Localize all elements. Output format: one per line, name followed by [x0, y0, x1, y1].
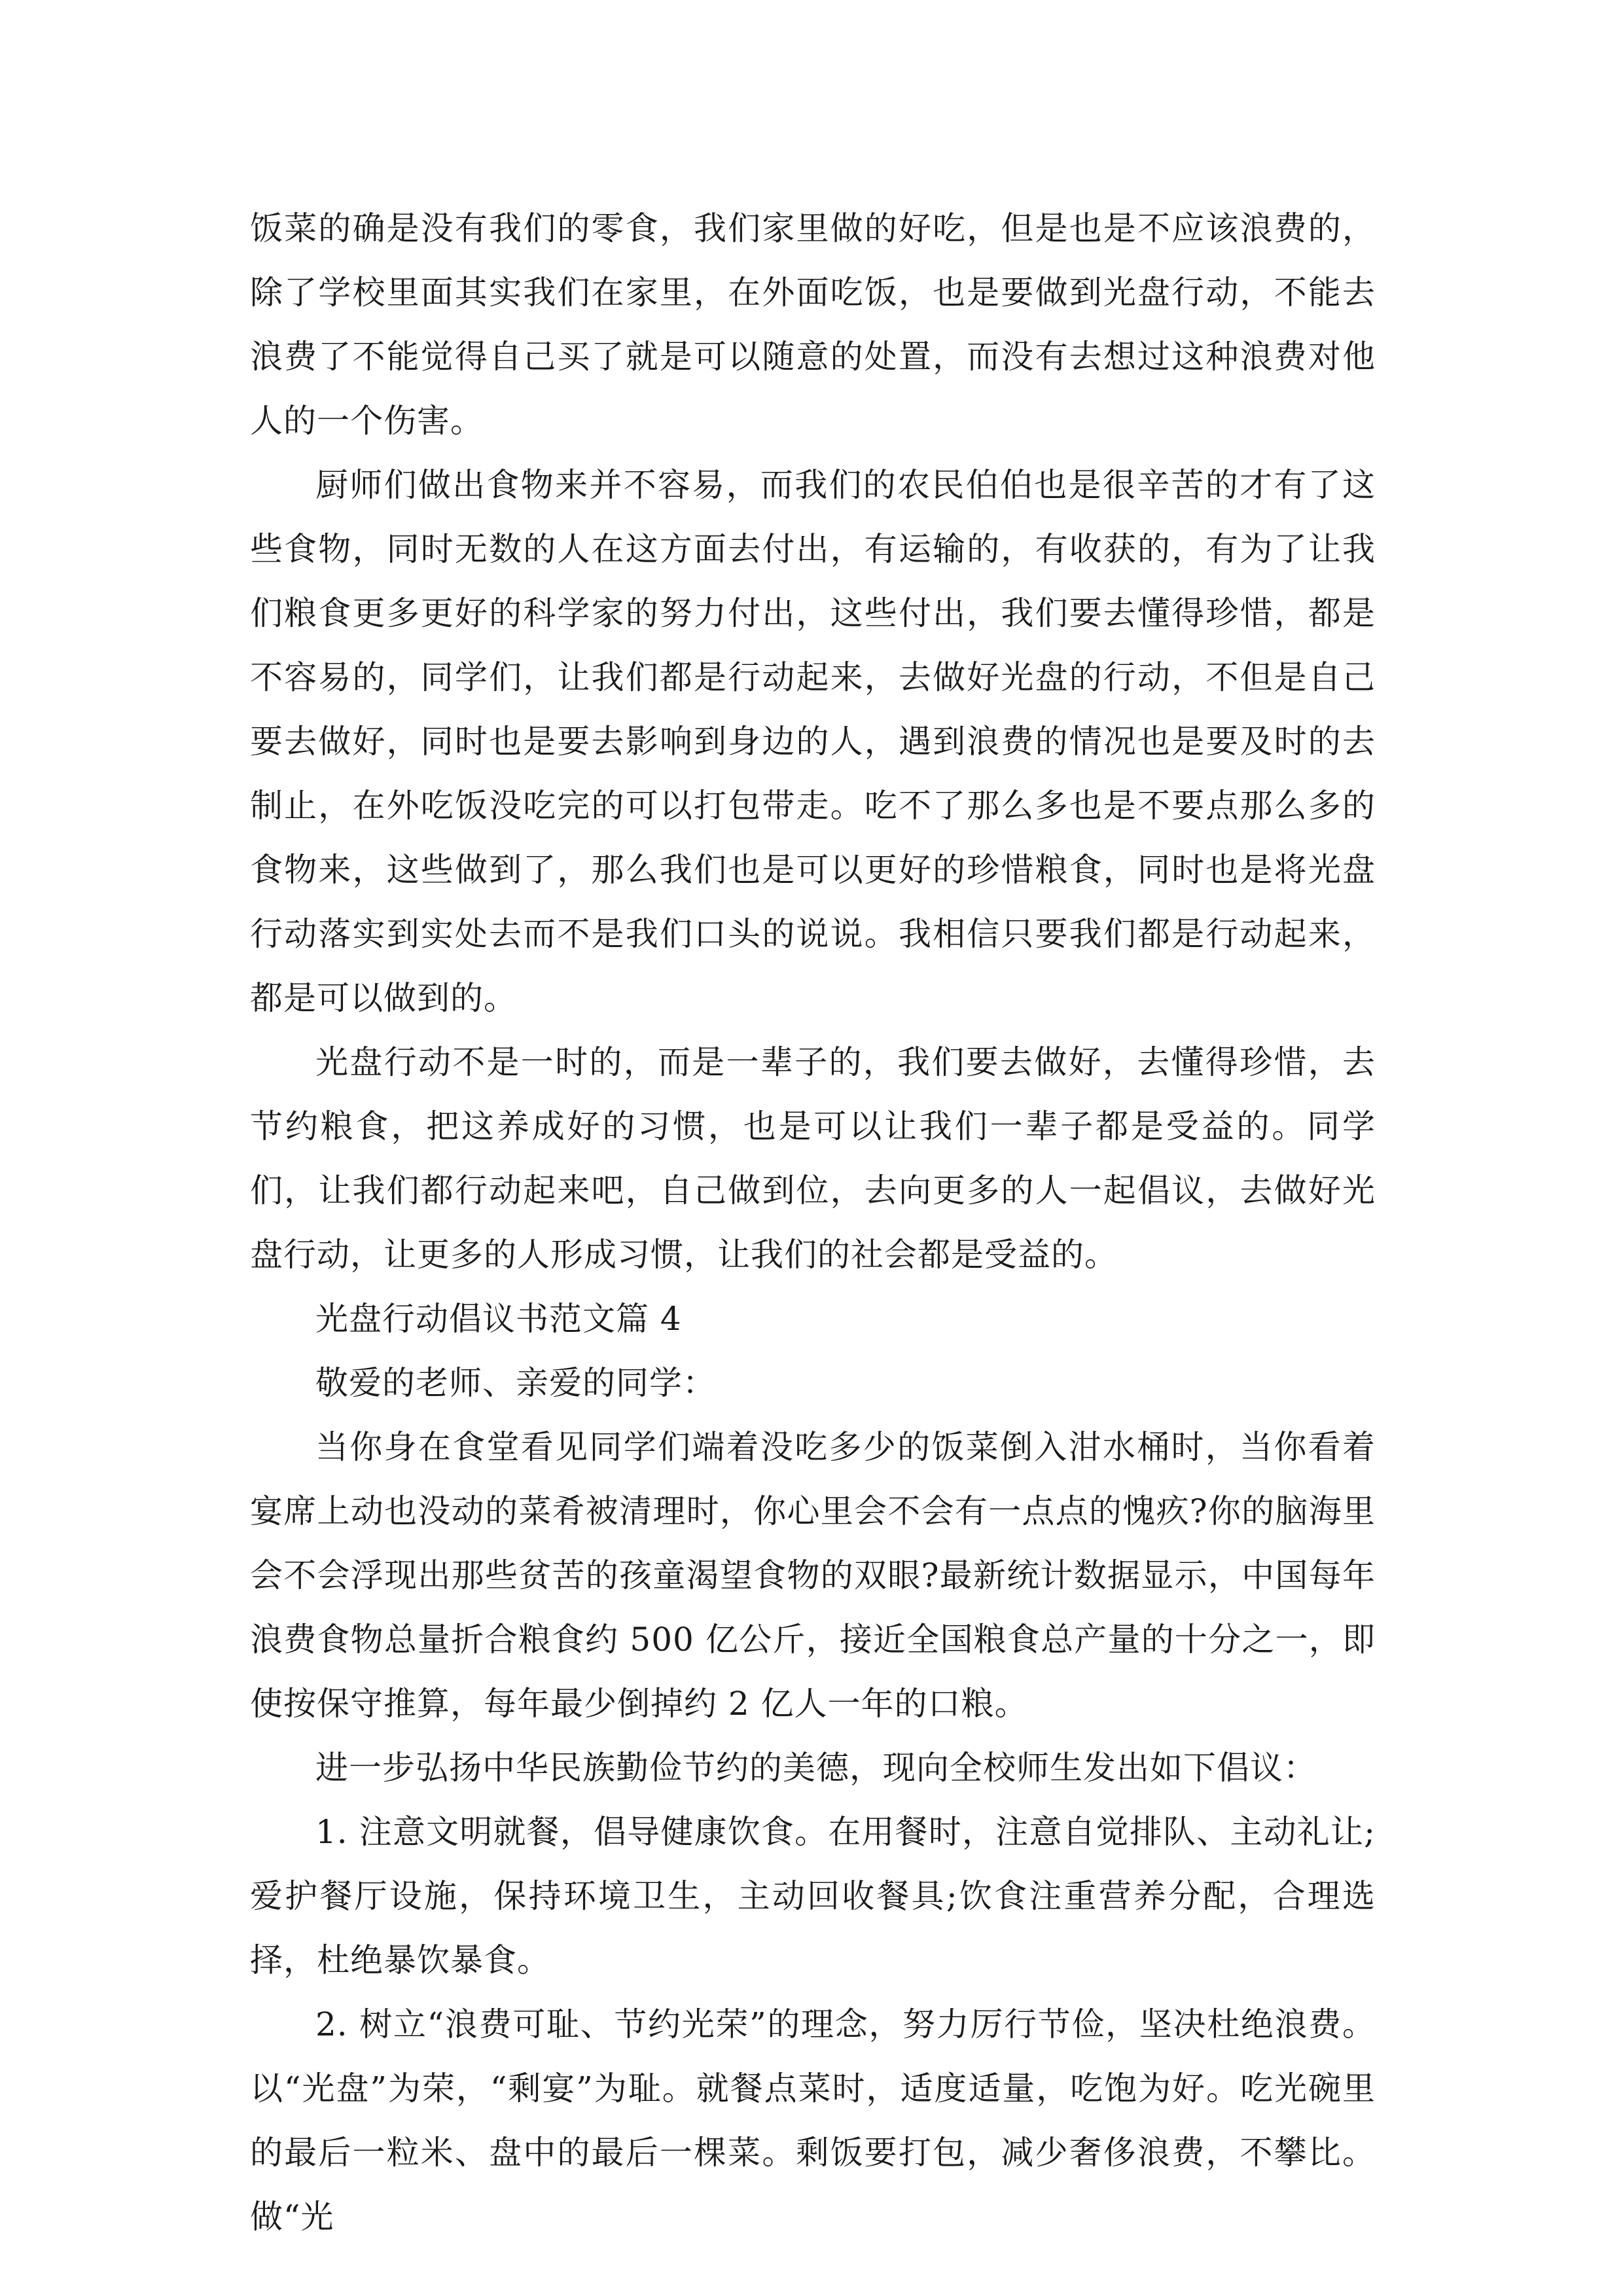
proposal-item-1: 1. 注意文明就餐，倡导健康饮食。在用餐时，注意自觉排队、主动礼让;爱护餐厅设施，保持环境卫生，主动回收餐具;饮食注重营养分配，合理选择，杜绝暴饮暴食。 [250, 1813, 1376, 1979]
proposal-item-2: 2. 树立“浪费可耻、节约光荣”的理念，努力厉行节俭，坚决杜绝浪费。以“光盘”为荣，“剩宴”为耻。就餐点菜时，适度适量，吃饱为好。吃光碗里的最后一粒米、盘中的最后一棵菜。剩饭要打包，减少奢侈浪费，不攀比。做“光 [250, 2005, 1376, 2236]
paragraph-waste-statistics: 当你身在食堂看见同学们端着没吃多少的饭菜倒入泔水桶时，当你看着宴席上动也没动的菜肴被清理时，你心里会不会有一点点的愧疚?你的脑海里会不会浮现出那些贫苦的孩童渴望食物的双眼?最新统计数据显示，中国每年浪费食物总量折合粮食约 500 亿公斤，接近全国粮食总产量的十分之一，即使按保守推算，每年最少倒掉约 2 亿人一年的口粮。 [250, 1428, 1376, 1723]
paragraph-continued: 饭菜的确是没有我们的零食，我们家里做的好吃，但是也是不应该浪费的，除了学校里面其实我们在家里，在外面吃饭，也是要做到光盘行动，不能去浪费了不能觉得自己买了就是可以随意的处置，而没有去想过这种浪费对他人的一个伤害。 [250, 209, 1376, 440]
section-heading: 光盘行动倡议书范文篇 4 [315, 1300, 682, 1338]
paragraph-proposal-intro: 进一步弘扬中华民族勤俭节约的美德，现向全校师生发出如下倡议： [315, 1749, 1317, 1787]
paragraph-lifelong: 光盘行动不是一时的，而是一辈子的，我们要去做好，去懂得珍惜，去节约粮食，把这养成好的习惯，也是可以让我们一辈子都是受益的。同学们，让我们都行动起来吧，自己做到位，去向更多的人一起倡议，去做好光盘行动，让更多的人形成习惯，让我们的社会都是受益的。 [250, 1043, 1376, 1274]
salutation: 敬爱的老师、亲爱的同学： [315, 1364, 716, 1402]
document-body [250, 196, 1376, 2249]
paragraph-chefs: 厨师们做出食物来并不容易，而我们的农民伯伯也是很辛苦的才有了这些食物，同时无数的人在这方面去付出，有运输的，有收获的，有为了让我们粮食更多更好的科学家的努力付出，这些付出，我们要去懂得珍惜，都是不容易的，同学们，让我们都是行动起来，去做好光盘的行动，不但是自己要去做好，同时也是要去影响到身边的人，遇到浪费的情况也是要及时的去制止，在外吃饭没吃完的可以打包带走。吃不了那么多也是不要点那么多的食物来，这些做到了，那么我们也是可以更好的珍惜粮食，同时也是将光盘行动落实到实处去而不是我们口头的说说。我相信只要我们都是行动起来，都是可以做到的。 [250, 466, 1376, 1017]
